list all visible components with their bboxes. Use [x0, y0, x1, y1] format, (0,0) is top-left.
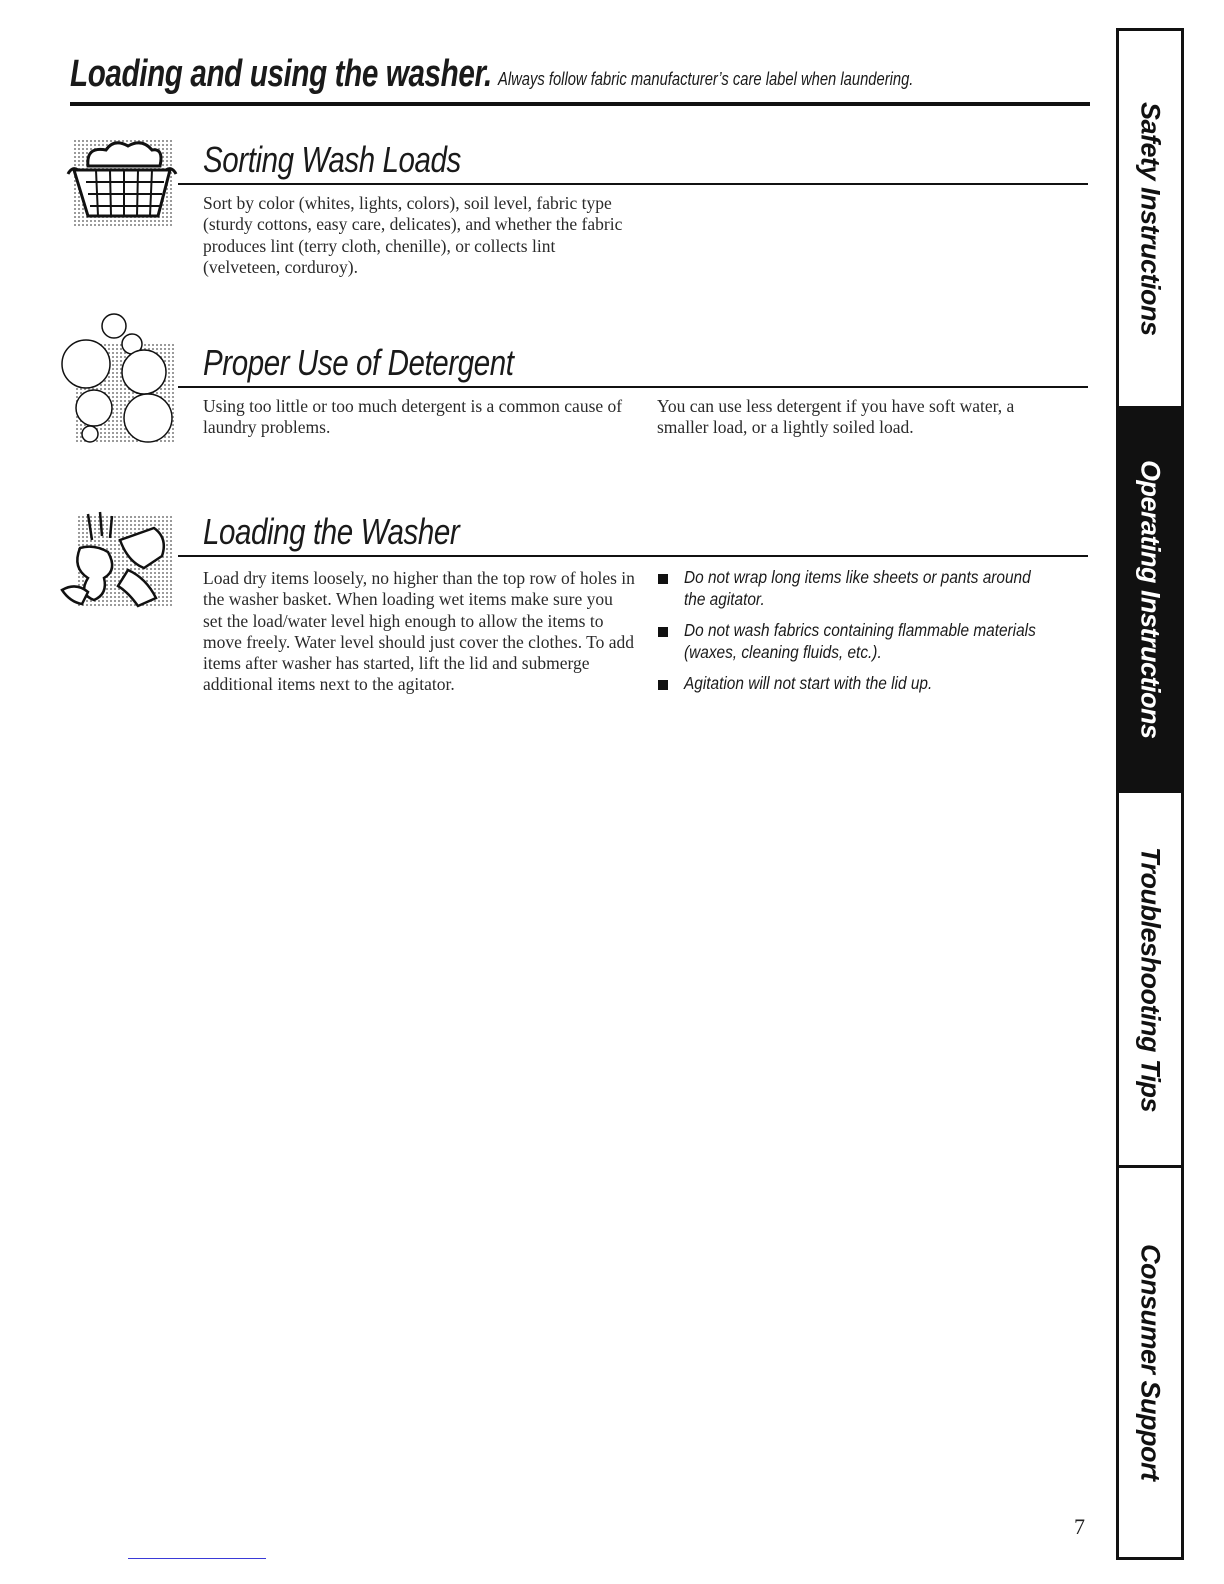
bullet-text: Do not wash fabrics containing flammable materials (waxes, cleaning fluids, etc.). — [684, 620, 1036, 662]
page-number: 7 — [1074, 1514, 1085, 1539]
tab-label: Troubleshooting Tips — [1135, 846, 1166, 1112]
page-header — [70, 52, 1090, 102]
sorting-body: Sort by color (whites, lights, colors), soil level, fabric type (sturdy cottons, easy care, delicates), and whether the fabric produces lint (terry cloth, chenille), or collects lint (velveteen, corduroy). — [203, 193, 623, 277]
tab-troubleshooting-tips[interactable] — [1119, 790, 1181, 1165]
tab-consumer-support[interactable] — [1119, 1165, 1181, 1557]
clothes-icon — [58, 508, 178, 612]
list-item — [654, 620, 1084, 663]
page-subtitle: Always follow fabric manufacturer’s care label when laundering. — [498, 69, 914, 89]
tab-label: Safety Instructions — [1135, 101, 1166, 336]
tab-operating-instructions[interactable] — [1119, 406, 1181, 790]
tab-safety-instructions[interactable] — [1119, 31, 1181, 406]
list-item — [654, 567, 1084, 610]
tab-label: Consumer Support — [1135, 1244, 1166, 1481]
bullet-text: Do not wrap long items like sheets or pants around the agitator. — [684, 567, 1031, 609]
bubbles-icon — [60, 308, 178, 444]
header-rule — [70, 102, 1090, 106]
tab-label: Operating Instructions — [1135, 460, 1166, 739]
laundry-basket-icon — [66, 132, 178, 228]
section-title-sorting: Sorting Wash Loads — [203, 139, 461, 180]
bullet-text: Agitation will not start with the lid up. — [684, 673, 933, 693]
loading-bullet-list — [654, 567, 1084, 705]
page-title: Loading and using the washer. — [70, 53, 492, 95]
side-tab-bar — [1116, 28, 1184, 1560]
bullet-square-icon — [658, 574, 668, 584]
footer-divider — [128, 1558, 266, 1559]
section-rule-sorting — [178, 183, 1088, 185]
bullet-square-icon — [658, 680, 668, 690]
list-item — [654, 673, 1084, 695]
bullet-square-icon — [658, 627, 668, 637]
section-title-detergent: Proper Use of Detergent — [203, 342, 514, 383]
section-title-loading: Loading the Washer — [203, 511, 460, 552]
section-rule-detergent — [178, 386, 1088, 388]
loading-body: Load dry items loosely, no higher than the top row of holes in the washer basket. When loading wet items make sure you set the load/water level high enough to allow the items to move freely. Water level should just cover the clothes. To add items after washer has started, lift the lid and submerge additional items next to the agitator. — [203, 568, 635, 695]
section-rule-loading — [178, 555, 1088, 557]
detergent-body-left: Using too little or too much detergent is a common cause of laundry problems. — [203, 396, 623, 438]
detergent-body-right: You can use less detergent if you have soft water, a smaller load, or a lightly soiled load. — [657, 396, 1015, 438]
